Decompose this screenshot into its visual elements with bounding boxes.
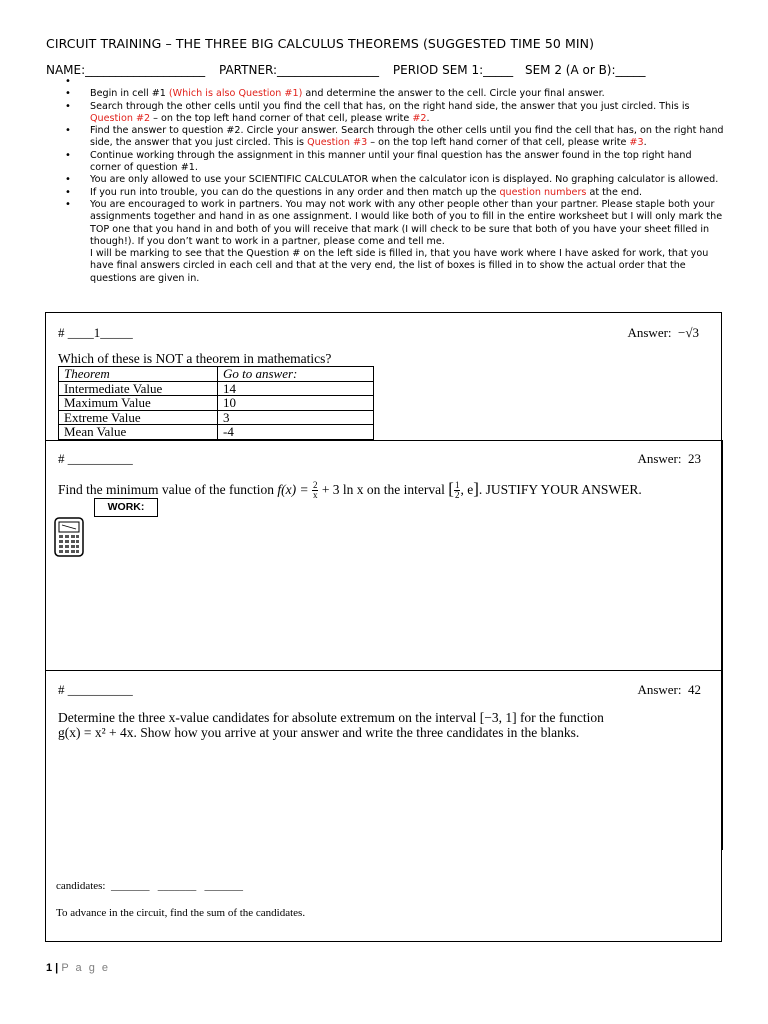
theorem-table [58,366,374,440]
candidates-blanks[interactable]: candidates: _______ _______ _______ [56,880,243,892]
question-number[interactable]: # ____1_____ [58,325,133,340]
instruction-1: • Begin in cell #1 (Which is also Question #1) and determine the answer to the cell. Circle your final answer. [63,88,725,100]
answer-block: Answer: 42 [637,682,701,697]
circuit-cell-3 [45,670,722,942]
work-box[interactable]: WORK: [94,498,158,517]
instruction-5: • You are only allowed to use your SCIENTIFIC CALCULATOR when the calculator icon is displayed. No graphing calculator is allowed. [63,174,725,186]
page-word: P a g e [61,962,110,974]
answer-block: Answer: 23 [637,451,701,466]
instructions-list [63,76,725,285]
calculator-icon [54,517,84,562]
instruction-4: • Continue working through the assignment in this manner until your final question has the answer found in the top right hand corner of question #1. [63,150,725,175]
answer-value: −√3 [678,325,699,340]
period-sem1-field[interactable]: PERIOD SEM 1:_____ [392,63,514,77]
instruction-2: • Search through the other cells until you find the cell that has, on the right hand side, the answer that you just circled. This is Question #2 – on the top left hand corner of that cell, please write #2. [63,101,725,126]
page-title: CIRCUIT TRAINING – THE THREE BIG CALCULUS THEOREMS (SUGGESTED TIME 50 MIN) [46,36,595,51]
instruction-7: • You are encouraged to work in partners. You may not work with any other people other than your partner. Please staple both your assignments together and hand in as one assignment. I would like both of you to fill in the entire worksheet but I will only mark the TOP one that you hand in and both of you will receive that mark (I will check to be sure that both of you have your sheet filled in though!). If you don’t want to work in a partner, please come and tell me. [63,199,725,248]
name-field[interactable]: NAME:____________________ [46,63,206,77]
page-number: 1 | [46,962,59,974]
advance-instruction: To advance in the circuit, find the sum of the candidates. [56,907,306,919]
table-header-theorem: Theorem [59,367,218,382]
period-sem2-field[interactable]: SEM 2 (A or B):_____ [524,63,646,77]
instruction-6: • If you run into trouble, you can do the questions in any order and then match up the question numbers at the end. [63,187,725,199]
student-info-line [46,63,650,77]
answer-block: Answer: −√3 [627,325,699,340]
circuit-cell-2 [45,440,722,670]
table-row: Intermediate Value 14 [59,381,374,396]
page-footer [46,962,110,974]
partner-field[interactable]: PARTNER:_________________ [219,63,380,77]
table-row: Maximum Value 10 [59,396,374,411]
question-number[interactable]: # __________ [58,451,133,466]
instruction-empty [63,76,725,88]
table-row: Mean Value -4 [59,425,374,440]
answer-value: 23 [688,451,701,466]
question-text-line-2: g(x) = x² + 4x. Show how you arrive at your answer and write the three candidates in the blanks. [58,725,580,740]
instruction-3: • Find the answer to question #2. Circle your answer. Search through the other cells until you find the cell that has, on the right hand side, the answer that you just circled. This is Question #3 – on the top left hand corner of that cell, please write #3. [63,125,725,150]
instruction-8: I will be marking to see that the Question # on the left side is filled in, that you have work where I have asked for work, that you have final answers circled in each cell and that at the very end, the list of boxes is filled in to show the actual order that the questions are given in. [90,248,709,284]
table-header-row [59,367,374,382]
question-text: Find the minimum value of the function f(x) = $\frac{2}{x}$ + 3 ln x on the interval [ $\frac{1}{2}$ , e]. JUSTIFY YOUR ANSWER. [58,479,642,501]
table-row: Extreme Value 3 [59,410,374,425]
right-margin-line [722,440,723,850]
question-text-line-1: Determine the three x-value candidates for absolute extremum on the interval [−3, 1] for the function [58,710,604,725]
question-number[interactable]: # __________ [58,682,133,697]
answer-value: 42 [688,682,701,697]
question-text: Which of these is NOT a theorem in mathematics? [58,351,332,366]
circuit-cell-1 [45,312,722,440]
table-header-go-to: Go to answer: [218,367,374,382]
